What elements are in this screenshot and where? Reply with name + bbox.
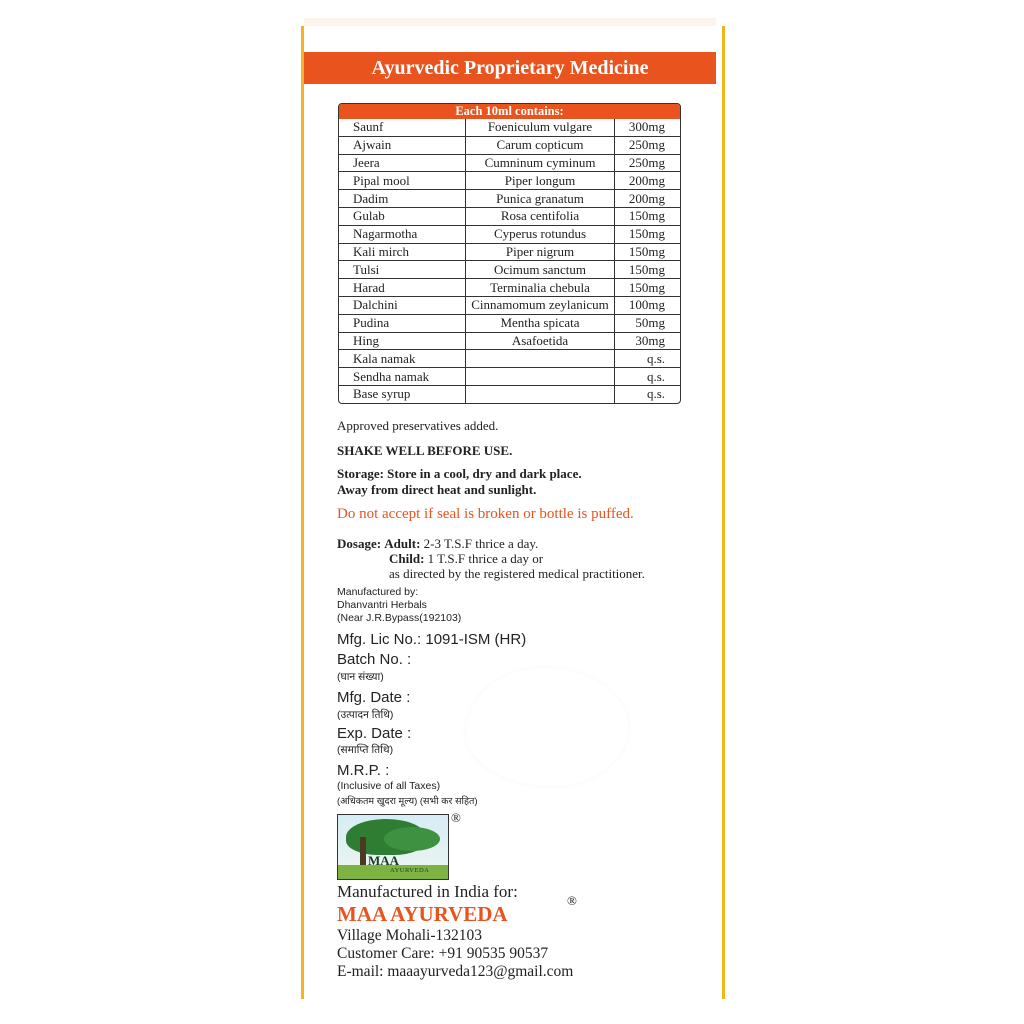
redacted-sticker — [466, 668, 628, 786]
composition-ingredient: Kala namak — [339, 350, 466, 368]
composition-row — [339, 154, 680, 172]
composition-row — [339, 207, 680, 225]
composition-botanical-name: Mentha spicata — [466, 314, 615, 332]
composition-row — [339, 279, 680, 297]
composition-ingredient: Pipal mool — [339, 172, 466, 190]
mrp-label: M.R.P. : — [337, 762, 390, 779]
composition-row — [339, 172, 680, 190]
manufacturer-address: (Near J.R.Bypass(192103) — [337, 612, 462, 624]
brand-registered-mark: ® — [567, 893, 577, 908]
mrp-hindi: (अधिकतम खुदरा मूल्य) (सभी कर सहित) — [337, 796, 478, 807]
composition-body — [339, 119, 680, 403]
dosage-adult-label: Adult: — [384, 536, 421, 551]
composition-ingredient: Kali mirch — [339, 243, 466, 261]
composition-ingredient: Dadim — [339, 190, 466, 208]
manufacturer-label: Manufactured by: — [337, 586, 419, 598]
dosage-adult — [337, 536, 538, 552]
dosage-label: Dosage: — [337, 536, 382, 551]
composition-quantity: 300mg — [615, 119, 681, 136]
composition-ingredient: Gulab — [339, 207, 466, 225]
composition-row — [339, 314, 680, 332]
composition-quantity: 250mg — [615, 136, 681, 154]
manufacturer-name: Dhanvantri Herbals — [337, 599, 427, 611]
batch-hindi: (घान संख्या) — [337, 671, 384, 683]
mrp-inclusive: (Inclusive of all Taxes) — [337, 780, 441, 792]
composition-header: Each 10ml contains: — [339, 104, 680, 119]
composition-row — [339, 243, 680, 261]
dosage-child-text: 1 T.S.F thrice a day or — [427, 551, 544, 566]
composition-quantity: 200mg — [615, 172, 681, 190]
dosage-adult-text: 2-3 T.S.F thrice a day. — [423, 536, 539, 551]
composition-ingredient: Jeera — [339, 154, 466, 172]
shake-instruction: SHAKE WELL BEFORE USE. — [337, 443, 513, 458]
batch-label: Batch No. : — [337, 651, 412, 668]
composition-table — [338, 103, 681, 404]
composition-quantity: 200mg — [615, 190, 681, 208]
composition-botanical-name: Carum copticum — [466, 136, 615, 154]
composition-ingredient: Pudina — [339, 314, 466, 332]
tree-canopy-icon — [384, 827, 440, 851]
composition-botanical-name: Terminalia chebula — [466, 279, 615, 297]
composition-botanical-name: Foeniculum vulgare — [466, 119, 615, 136]
composition-botanical-name: Asafoetida — [466, 332, 615, 350]
composition-quantity: 150mg — [615, 225, 681, 243]
composition-ingredient: Base syrup — [339, 385, 466, 402]
composition-quantity: 150mg — [615, 279, 681, 297]
composition-quantity: 50mg — [615, 314, 681, 332]
composition-quantity: q.s. — [615, 368, 681, 386]
composition-botanical-name — [466, 385, 615, 402]
composition-quantity: 250mg — [615, 154, 681, 172]
composition-botanical-name: Cyperus rotundus — [466, 225, 615, 243]
composition-quantity: q.s. — [615, 350, 681, 368]
composition-botanical-name: Piper nigrum — [466, 243, 615, 261]
logo-registered-mark: ® — [451, 810, 461, 825]
composition-quantity: q.s. — [615, 385, 681, 402]
composition-row — [339, 225, 680, 243]
composition-botanical-name: Cinnamomum zeylanicum — [466, 296, 615, 314]
dosage-child — [389, 551, 543, 567]
logo-subtext: AYURVEDA — [390, 867, 430, 874]
preservatives-note: Approved preservatives added. — [337, 418, 499, 433]
dosage-note: as directed by the registered medical practitioner. — [389, 566, 645, 581]
composition-row — [339, 385, 680, 402]
composition-ingredient: Sendha namak — [339, 368, 466, 386]
composition-botanical-name: Punica granatum — [466, 190, 615, 208]
exp-date-label: Exp. Date : — [337, 725, 412, 742]
composition-row — [339, 296, 680, 314]
brand-logo — [337, 814, 449, 880]
composition-ingredient: Harad — [339, 279, 466, 297]
mfg-date-label: Mfg. Date : — [337, 689, 411, 706]
composition-row — [339, 119, 680, 136]
composition-ingredient: Dalchini — [339, 296, 466, 314]
composition-row — [339, 190, 680, 208]
composition-ingredient: Tulsi — [339, 261, 466, 279]
brand-name: MAA AYURVEDA — [337, 902, 508, 926]
composition-quantity: 150mg — [615, 243, 681, 261]
storage-line-2: Away from direct heat and sunlight. — [337, 482, 537, 497]
mfg-date-hindi: (उत्पादन तिथि) — [337, 709, 394, 721]
contact-email: E-mail: maaayurveda123@gmail.com — [337, 963, 574, 980]
seal-warning: Do not accept if seal is broken or bottle is puffed. — [337, 506, 634, 522]
composition-ingredient: Ajwain — [339, 136, 466, 154]
mfg-license: Mfg. Lic No.: 1091-ISM (HR) — [337, 631, 527, 648]
composition-botanical-name: Rosa centifolia — [466, 207, 615, 225]
composition-botanical-name: Piper longum — [466, 172, 615, 190]
composition-row — [339, 136, 680, 154]
exp-date-hindi: (समाप्ति तिथि) — [337, 744, 394, 756]
category-banner: Ayurvedic Proprietary Medicine — [304, 52, 716, 84]
composition-quantity: 100mg — [615, 296, 681, 314]
composition-botanical-name — [466, 350, 615, 368]
composition-ingredient: Nagarmotha — [339, 225, 466, 243]
customer-care: Customer Care: +91 90535 90537 — [337, 945, 549, 962]
composition-ingredient: Saunf — [339, 119, 466, 136]
composition-quantity: 150mg — [615, 207, 681, 225]
composition-row — [339, 261, 680, 279]
composition-quantity: 30mg — [615, 332, 681, 350]
village-address: Village Mohali-132103 — [337, 927, 483, 944]
made-in-india: Manufactured in India for: — [337, 882, 518, 901]
dosage-child-label: Child: — [389, 551, 425, 566]
storage-line-1: Storage: Store in a cool, dry and dark place. — [337, 466, 582, 481]
composition-quantity: 150mg — [615, 261, 681, 279]
composition-botanical-name: Ocimum sanctum — [466, 261, 615, 279]
composition-row — [339, 350, 680, 368]
logo-text: MAA — [368, 853, 400, 868]
composition-botanical-name: Cumninum cyminum — [466, 154, 615, 172]
composition-row — [339, 332, 680, 350]
composition-ingredient: Hing — [339, 332, 466, 350]
composition-row — [339, 368, 680, 386]
composition-botanical-name — [466, 368, 615, 386]
